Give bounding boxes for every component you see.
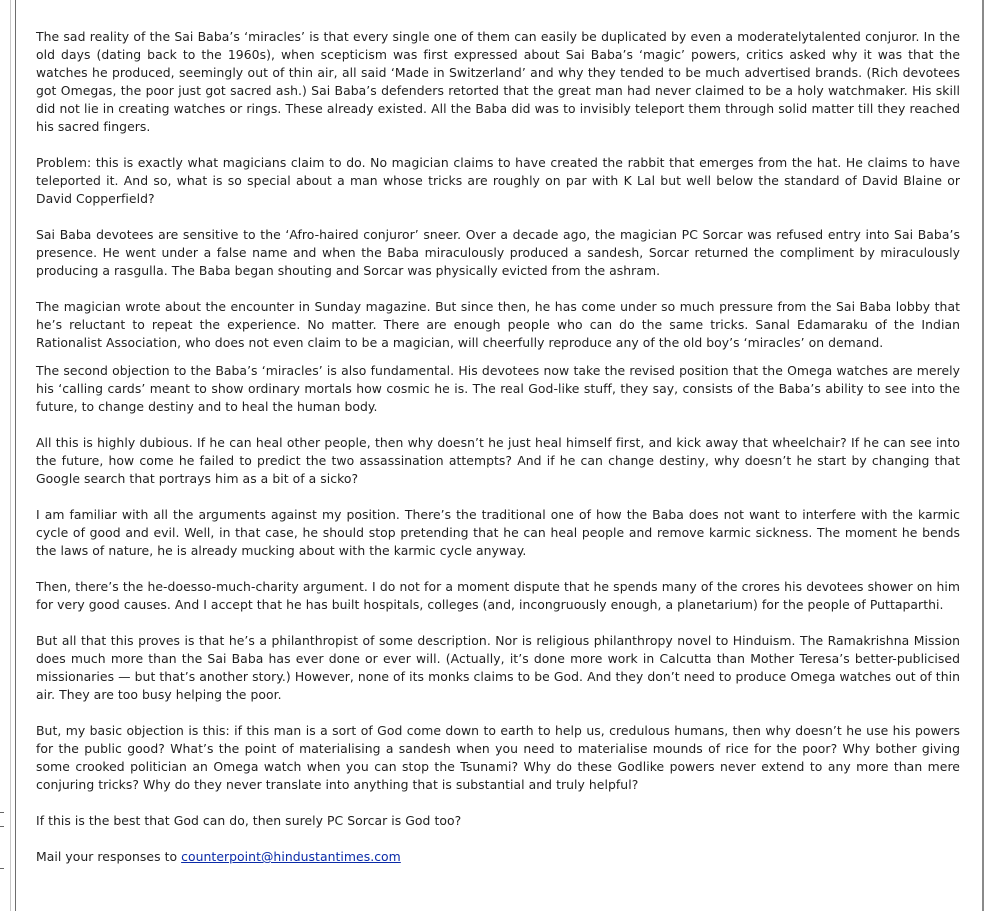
- paragraph-11: If this is the best that God can do, then surely PC Sorcar is God too?: [36, 813, 462, 828]
- paragraph-4: The magician wrote about the encounter in Sunday magazine. But since then, he has come under so much pressure from the Sai Baba lobby that he’s reluctant to repeat the experience. No matter. There are enough people who can do the same tricks. Sanal Edamaraku of the Indian Rationalist Association, who does not even claim to be a magician, will cheerfully reproduce any of the old boy’s ‘miracles’ on demand.: [36, 299, 960, 350]
- paragraph-6: All this is highly dubious. If he can heal other people, then why doesn’t he just heal himself first, and kick away that wheelchair? If he can see into the future, how come he failed to predict the two assassination attempts? And if he can change destiny, why doesn’t he start by changing that Google search that portrays him as a bit of a sicko?: [36, 435, 960, 486]
- paragraph-7: I am familiar with all the arguments against my position. There’s the traditional one of how the Baba does not want to interfere with the karmic cycle of good and evil. Well, in that case, he should stop pretending that he can heal people and remove karmic sickness. The moment he bends the laws of nature, he is already mucking about with the karmic cycle anyway.: [36, 507, 960, 558]
- left-border-faint: [10, 0, 11, 911]
- article-body: [36, 28, 960, 884]
- margin-tick: [0, 868, 4, 869]
- paragraph-2: Problem: this is exactly what magicians claim to do. No magician claims to have created the rabbit that emerges from the hat. He claims to have teleported it. And so, what is so special about a man whose tricks are roughly on par with K Lal but well below the standard of David Blaine or David Copperfield?: [36, 155, 960, 206]
- paragraph-8: Then, there’s the he-doesso-much-charity argument. I do not for a moment dispute that he spends many of the crores his devotees shower on him for very good causes. And I accept that he has built hospitals, colleges (and, incongruously enough, a planetarium) for the people of Puttaparthi.: [36, 579, 960, 612]
- paragraph-3: Sai Baba devotees are sensitive to the ‘Afro-haired conjuror’ sneer. Over a decade ago, the magician PC Sorcar was refused entry into Sai Baba’s presence. He went under a false name and when the Baba miraculously produced a sandesh, Sorcar returned the compliment by miraculously producing a rasgulla. The Baba began shouting and Sorcar was physically evicted from the ashram.: [36, 227, 960, 278]
- right-border: [982, 0, 984, 911]
- paragraph-1: The sad reality of the Sai Baba’s ‘miracles’ is that every single one of them can easily be duplicated by even a moderatelytalented conjuror. In the old days (dating back to the 1960s), when scepticism was first expressed about Sai Baba’s ‘magic’ powers, critics asked why it was that the watches he produced, seemingly out of thin air, all said ‘Made in Switzerland’ and why they tended to be much advertised brands. (Rich devotees got Omegas, the poor just got sacred ash.) Sai Baba’s defenders retorted that the great man had never claimed to be a holy watchmaker. His skill did not lie in creating watches or rings. These already existed. All the Baba did was to invisibly teleport them through solid matter till they reached his sacred fingers.: [36, 29, 960, 134]
- paragraph-10: But, my basic objection is this: if this man is a sort of God come down to earth to help us, credulous humans, then why doesn’t he use his powers for the public good? What’s the point of materialising a sandesh when you need to materialise mounds of rice for the poor? Why bother giving some crooked politician an Omega watch when you can stop the Tsunami? Why do these Godlike powers never extend to any more than mere conjuring tricks? Why do they never translate into anything that is substantial and truly helpful?: [36, 723, 960, 792]
- mail-prefix: Mail your responses to: [36, 849, 182, 864]
- paragraph-5: The second objection to the Baba’s ‘miracles’ is also fundamental. His devotees now take the revised position that the Omega watches are merely his ‘calling cards’ meant to show ordinary mortals how cosmic he is. The real God-like stuff, they say, consists of the Baba’s ability to see into the future, to change destiny and to heal the human body.: [36, 363, 960, 414]
- left-border: [15, 0, 16, 911]
- email-link[interactable]: counterpoint@hindustantimes.com: [181, 849, 401, 864]
- mail-line: [36, 848, 960, 866]
- paragraph-9: But all that this proves is that he’s a philanthropist of some description. Nor is religious philanthropy novel to Hinduism. The Ramakrishna Mission does much more than the Sai Baba has ever done or ever will. (Actually, it’s done more work in Calcutta than Mother Teresa’s better-publicised missionaries — but that’s another story.) However, none of its monks claims to be God. And they don’t need to produce Omega watches out of thin air. They are too busy helping the poor.: [36, 633, 960, 702]
- margin-tick: [0, 812, 4, 813]
- margin-tick: [0, 826, 4, 827]
